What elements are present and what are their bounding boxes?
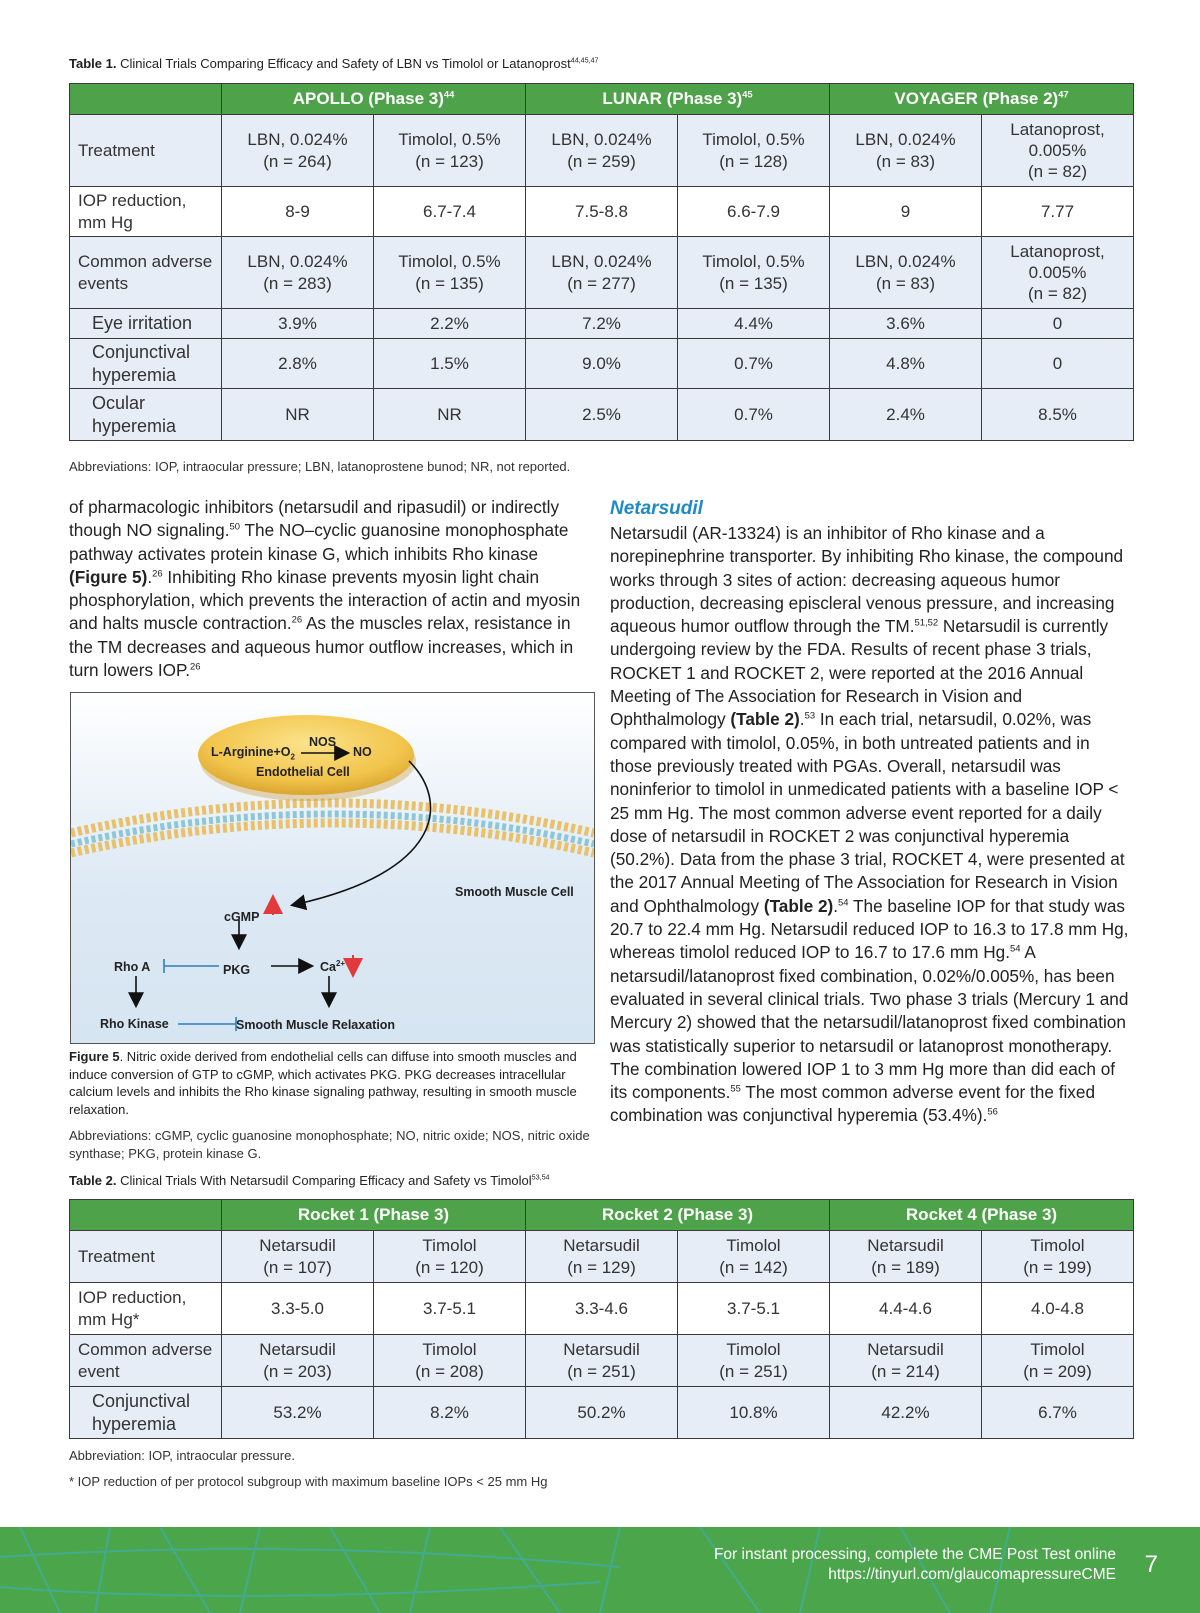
table1-group-header: APOLLO (Phase 3)$^{44}$ [222, 84, 526, 115]
row-label: Ocular hyperemia [70, 389, 222, 441]
cell-line: (n = 209) [1023, 1361, 1092, 1381]
table-cell [222, 309, 374, 339]
rho-a-label: Rho A [114, 960, 151, 974]
nos-enzyme-label: NOS [309, 735, 337, 749]
cell-line: Timolol [422, 1236, 477, 1256]
table-cell [678, 115, 830, 187]
table2-caption: Table 2. Clinical Trials With Netarsudil Comparing Efficacy and Safety vs Timolol$^{53,54}$ [69, 1173, 550, 1188]
row-label: Treatment [70, 115, 222, 187]
table-cell [982, 115, 1134, 187]
table1-group-header: LUNAR (Phase 3)$^{45}$ [526, 84, 830, 115]
table-cell [830, 115, 982, 187]
table-row [70, 389, 1134, 441]
table-row [70, 115, 1134, 187]
table-cell [526, 1283, 678, 1335]
table-cell [678, 187, 830, 237]
cell-line: (n = 82) [1027, 162, 1088, 182]
cell-line: LBN, 0.024% [551, 130, 652, 150]
cell-line: 4.8% [886, 353, 925, 373]
netarsudil-heading: Netarsudil [610, 498, 703, 519]
table-cell [830, 1387, 982, 1439]
cell-line: 53.2% [273, 1402, 322, 1422]
cell-line: 0.7% [734, 404, 773, 424]
cell-line: 7.5-8.8 [575, 201, 628, 221]
cell-line: LBN, 0.024% [551, 252, 652, 272]
smooth-muscle-relaxation-label: Smooth Muscle Relaxation [236, 1018, 396, 1032]
cell-line: Timolol [1030, 1340, 1085, 1360]
reaction-substrate: $L-Arginine+O_2$ [211, 745, 295, 762]
table-cell [830, 1283, 982, 1335]
cell-line: 6.7-7.4 [423, 201, 476, 221]
cell-line: 3.6% [886, 313, 925, 333]
cell-line: (n = 142) [719, 1257, 788, 1277]
cell-line: (n = 251) [719, 1361, 788, 1381]
table-cell [678, 309, 830, 339]
cell-line: 7.77 [1040, 201, 1075, 221]
cell-line: 9 [900, 201, 911, 221]
table-cell [830, 1335, 982, 1387]
calcium-label: $Ca^{2+}$ [320, 958, 346, 974]
table1-caption: Table 1. Clinical Trials Comparing Efficacy and Safety of LBN vs Timolol or Latanoprost$^{44,45,47}$ [69, 56, 599, 71]
cell-line: 3.3-5.0 [271, 1298, 324, 1318]
footer-cme-line: For instant processing, complete the CME Post Test online [713, 1546, 1116, 1563]
cell-line: 3.9% [278, 313, 317, 333]
table-cell [374, 1231, 526, 1283]
cell-line: Timolol, 0.5% [398, 252, 501, 272]
table-cell [526, 309, 678, 339]
table1-header-row [70, 84, 1134, 115]
cell-line: (n = 264) [263, 151, 332, 171]
table-cell [526, 187, 678, 237]
cell-line: 0.7% [734, 353, 773, 373]
cell-line: (n = 203) [263, 1361, 332, 1381]
table1 [69, 83, 1134, 441]
table-cell [982, 1231, 1134, 1283]
cell-line: 2.2% [430, 313, 469, 333]
table-cell [222, 1283, 374, 1335]
table-row [70, 187, 1134, 237]
cell-line: LBN, 0.024% [855, 130, 956, 150]
table-cell [222, 1387, 374, 1439]
table2-abbreviation: Abbreviation: IOP, intraocular pressure. [69, 1448, 295, 1463]
table-cell [222, 389, 374, 441]
table-row [70, 1387, 1134, 1439]
cell-line: Timolol, 0.5% [702, 130, 805, 150]
cell-line: NR [285, 404, 310, 424]
no-product-label: NO [353, 745, 372, 759]
table2-group-header: Rocket 2 (Phase 3) [526, 1200, 830, 1231]
cell-line: Timolol [726, 1236, 781, 1256]
table-cell [678, 237, 830, 309]
table-cell [526, 1335, 678, 1387]
table1-abbreviations: Abbreviations: IOP, intraocular pressure; LBN, latanoprostene bunod; NR, not reported. [69, 459, 571, 474]
table-cell [982, 1283, 1134, 1335]
cell-line: (n = 283) [263, 273, 332, 293]
table-cell [374, 389, 526, 441]
figure5-abbreviations: Abbreviations: cGMP, cyclic guanosine monophosphate; NO, nitric oxide; NOS, nitric oxide synthase; PKG, protein kinase G. [69, 1128, 590, 1161]
table2-footnote: * IOP reduction of per protocol subgroup with maximum baseline IOPs < 25 mm Hg [69, 1474, 548, 1489]
cell-line: (n = 189) [871, 1257, 940, 1277]
cell-line: 4.0-4.8 [1031, 1298, 1084, 1318]
cell-line: 6.6-7.9 [727, 201, 780, 221]
cell-line: Timolol [1030, 1236, 1085, 1256]
cell-line: 1.5% [430, 353, 469, 373]
row-label: Eye irritation [70, 309, 222, 339]
table-cell [222, 339, 374, 389]
cell-line: 3.7-5.1 [423, 1298, 476, 1318]
cell-line: Netarsudil [867, 1340, 944, 1360]
cgmp-label: cGMP [224, 910, 260, 924]
table-cell [678, 1335, 830, 1387]
table-cell [982, 1335, 1134, 1387]
table-cell [982, 187, 1134, 237]
cell-line: 0 [1052, 313, 1063, 333]
cell-line: 9.0% [582, 353, 621, 373]
figure5-caption: Figure 5. Nitric oxide derived from endothelial cells can diffuse into smooth muscles and induce conversion of GTP to cGMP, which activates PKG. PKG decreases intracellular calcium levels and inhibits the Rho kinase signaling pathway, resulting in smooth muscle relaxation. [69, 1049, 577, 1117]
table2 [69, 1199, 1134, 1439]
table-cell [222, 1335, 374, 1387]
table-cell [526, 1231, 678, 1283]
cell-line: (n = 123) [415, 151, 484, 171]
table1-group-header: VOYAGER (Phase 2)$^{47}$ [830, 84, 1134, 115]
cell-line: Latanoprost, [1010, 119, 1105, 139]
cell-line: Timolol, 0.5% [702, 252, 805, 272]
cell-line: 0.005% [1028, 140, 1087, 160]
table-cell [526, 1387, 678, 1439]
cell-line: (n = 135) [719, 273, 788, 293]
table-cell [222, 187, 374, 237]
table-row [70, 1283, 1134, 1335]
cell-line: 2.8% [278, 353, 317, 373]
cell-line: 3.3-4.6 [575, 1298, 628, 1318]
table-cell [374, 1387, 526, 1439]
cell-membrane [71, 803, 594, 853]
cell-line: (n = 82) [1027, 284, 1088, 304]
cell-line: 4.4-4.6 [879, 1298, 932, 1318]
table-cell [222, 237, 374, 309]
row-label: Conjunctival hyperemia [70, 339, 222, 389]
pkg-label: PKG [223, 963, 251, 977]
cell-line: Netarsudil [259, 1340, 336, 1360]
row-label: Conjunctival hyperemia [70, 1387, 222, 1439]
cell-line: Netarsudil [563, 1236, 640, 1256]
row-label: IOP reduction, mm Hg [70, 187, 222, 237]
cell-line: (n = 259) [567, 151, 636, 171]
cell-line: (n = 129) [567, 1257, 636, 1277]
table2-group-header: Rocket 1 (Phase 3) [222, 1200, 526, 1231]
cell-line: (n = 251) [567, 1361, 636, 1381]
cell-line: NR [437, 404, 462, 424]
cell-line: 50.2% [577, 1402, 626, 1422]
cell-line: 6.7% [1038, 1402, 1077, 1422]
table-cell [830, 309, 982, 339]
table-row [70, 339, 1134, 389]
table2-group-header: Rocket 4 (Phase 3) [830, 1200, 1134, 1231]
cell-line: Netarsudil [259, 1236, 336, 1256]
cell-line: (n = 128) [719, 151, 788, 171]
cell-line: 0 [1052, 353, 1063, 373]
rho-kinase-label: Rho Kinase [100, 1017, 169, 1031]
table-cell [830, 339, 982, 389]
table2-header-row [70, 1200, 1134, 1231]
endothelial-cell-label: Endothelial Cell [256, 765, 350, 779]
table-cell [526, 389, 678, 441]
figure5-diagram [70, 692, 595, 1044]
left-column-text: of pharmacologic inhibitors (netarsudil and ripasudil) or indirectly though NO signaling.$^{50}$ The NO–cyclic guanosine monophosphate pathway activates protein kinase G, which inhibits Rho kinase (Figure 5).$^{26}$ Inhibiting Rho kinase prevents myosin light chain phosphorylation, which prevents the interaction of actin and myosin and halts muscle contraction.$^{26}$ As the muscles relax, resistance in the TM decreases and aqueous humor outflow increases, which in turn lowers IOP.$^{26}$ [69, 497, 581, 681]
table-cell [374, 187, 526, 237]
cell-line: LBN, 0.024% [855, 252, 956, 272]
cell-line: 42.2% [881, 1402, 930, 1422]
table-cell [526, 237, 678, 309]
table-cell [374, 1335, 526, 1387]
cell-line: 3.7-5.1 [727, 1298, 780, 1318]
table-cell [830, 1231, 982, 1283]
cell-line: Latanoprost, [1010, 241, 1105, 261]
cell-line: Timolol [726, 1340, 781, 1360]
cell-line: 8.2% [430, 1402, 469, 1422]
table-cell [374, 309, 526, 339]
cell-line: 7.2% [582, 313, 621, 333]
row-label: Common adverse events [70, 237, 222, 309]
cell-line: (n = 277) [567, 273, 636, 293]
cell-line: 2.4% [886, 404, 925, 424]
table-cell [678, 1231, 830, 1283]
table-row [70, 1231, 1134, 1283]
table-cell [374, 237, 526, 309]
table-cell [830, 389, 982, 441]
table-cell [678, 1387, 830, 1439]
table-cell [526, 339, 678, 389]
row-label: Common adverse event [70, 1335, 222, 1387]
table-cell [982, 339, 1134, 389]
cell-line: 10.8% [729, 1402, 778, 1422]
row-label: IOP reduction, mm Hg* [70, 1283, 222, 1335]
cell-line: (n = 120) [415, 1257, 484, 1277]
table-cell [678, 389, 830, 441]
cell-line: 8-9 [285, 201, 310, 221]
cell-line: Netarsudil [867, 1236, 944, 1256]
table-cell [374, 339, 526, 389]
table-cell [678, 339, 830, 389]
cell-line: (n = 214) [871, 1361, 940, 1381]
right-column-text: Netarsudil (AR-13324) is an inhibitor of Rho kinase and a norepinephrine transporter. By inhibiting Rho kinase, the compound works through 3 sites of action: decreasing aqueous humor production, decreasing episcleral venous pressure, and increasing aqueous humor outflow through the TM.$^{51,52}$ Netarsudil is currently undergoing review by the FDA. Results of recent phase 3 trials, ROCKET 1 and ROCKET 2, were reported at the 2016 Annual Meeting of The Association for Research in Vision and Ophthalmology (Table 2).$^{53}$ In each trial, netarsudil, 0.02%, was compared with timolol, 0.05%, in both untreated patients and in those previously treated with PGAs. Overall, netarsudil was noninferior to timolol in unmedicated patients with a baseline IOP < 25 mm Hg. The most common adverse event reported for a daily dose of netarsudil in ROCKET 2 was conjunctival hyperemia (50.2%). Data from the phase 3 trial, ROCKET 4, were presented at the 2017 Annual Meeting of The Association for Research in Vision and Ophthalmology (Table 2).$^{54}$ The baseline IOP for that study was 20.7 to 22.4 mm Hg. Netarsudil reduced IOP to 16.3 to 17.8 mm Hg, whereas timolol reduced IOP to 16.7 to 17.6 mm Hg.$^{54}$ A netarsudil/latanoprost fixed combination, 0.02%/0.005%, has been evaluated in several clinical trials. Two phase 3 trials (Mercury 1 and Mercury 2) showed that the netarsudil/latanoprost fixed combination was statistically superior to netarsudil or latanoprost monotherapy. The combination lowered IOP 1 to 3 mm Hg more than did each of its components.$^{55}$ The most common adverse event for the fixed combination was conjunctival hyperemia (53.4%).$^{56}$ [610, 523, 1129, 1126]
cell-line: (n = 199) [1023, 1257, 1092, 1277]
row-label: Treatment [70, 1231, 222, 1283]
table-row [70, 1335, 1134, 1387]
table-cell [678, 1283, 830, 1335]
cell-line: Timolol [422, 1340, 477, 1360]
table-cell [526, 115, 678, 187]
cell-line: 2.5% [582, 404, 621, 424]
table-cell [830, 187, 982, 237]
cell-line: LBN, 0.024% [247, 130, 348, 150]
cell-line: (n = 83) [875, 273, 936, 293]
cell-line: (n = 135) [415, 273, 484, 293]
table-row [70, 237, 1134, 309]
smooth-muscle-cell-label: Smooth Muscle Cell [455, 885, 574, 899]
footer-cme-link[interactable]: https://tinyurl.com/glaucomapressureCME [828, 1566, 1116, 1583]
cell-line: (n = 83) [875, 151, 936, 171]
rhokinase-inhibits-relaxation [178, 1017, 236, 1031]
table-cell [222, 115, 374, 187]
table-cell [982, 237, 1134, 309]
table-cell [982, 309, 1134, 339]
page-footer [0, 1527, 1200, 1613]
cell-line: Timolol, 0.5% [398, 130, 501, 150]
footer-cme-text [714, 1545, 1116, 1585]
cell-line: LBN, 0.024% [247, 252, 348, 272]
cell-line: 0.005% [1028, 262, 1087, 282]
cell-line: 4.4% [734, 313, 773, 333]
cell-line: 8.5% [1038, 404, 1077, 424]
table-cell [374, 115, 526, 187]
pkg-inhibits-rhoa [164, 959, 219, 973]
cell-line: (n = 208) [415, 1361, 484, 1381]
cell-line: (n = 107) [263, 1257, 332, 1277]
table-cell [374, 1283, 526, 1335]
table-row [70, 309, 1134, 339]
table-cell [830, 237, 982, 309]
cell-line: Netarsudil [563, 1340, 640, 1360]
page-number: 7 [1144, 1551, 1158, 1578]
table-cell [982, 1387, 1134, 1439]
table-cell [982, 389, 1134, 441]
table-cell [222, 1231, 374, 1283]
